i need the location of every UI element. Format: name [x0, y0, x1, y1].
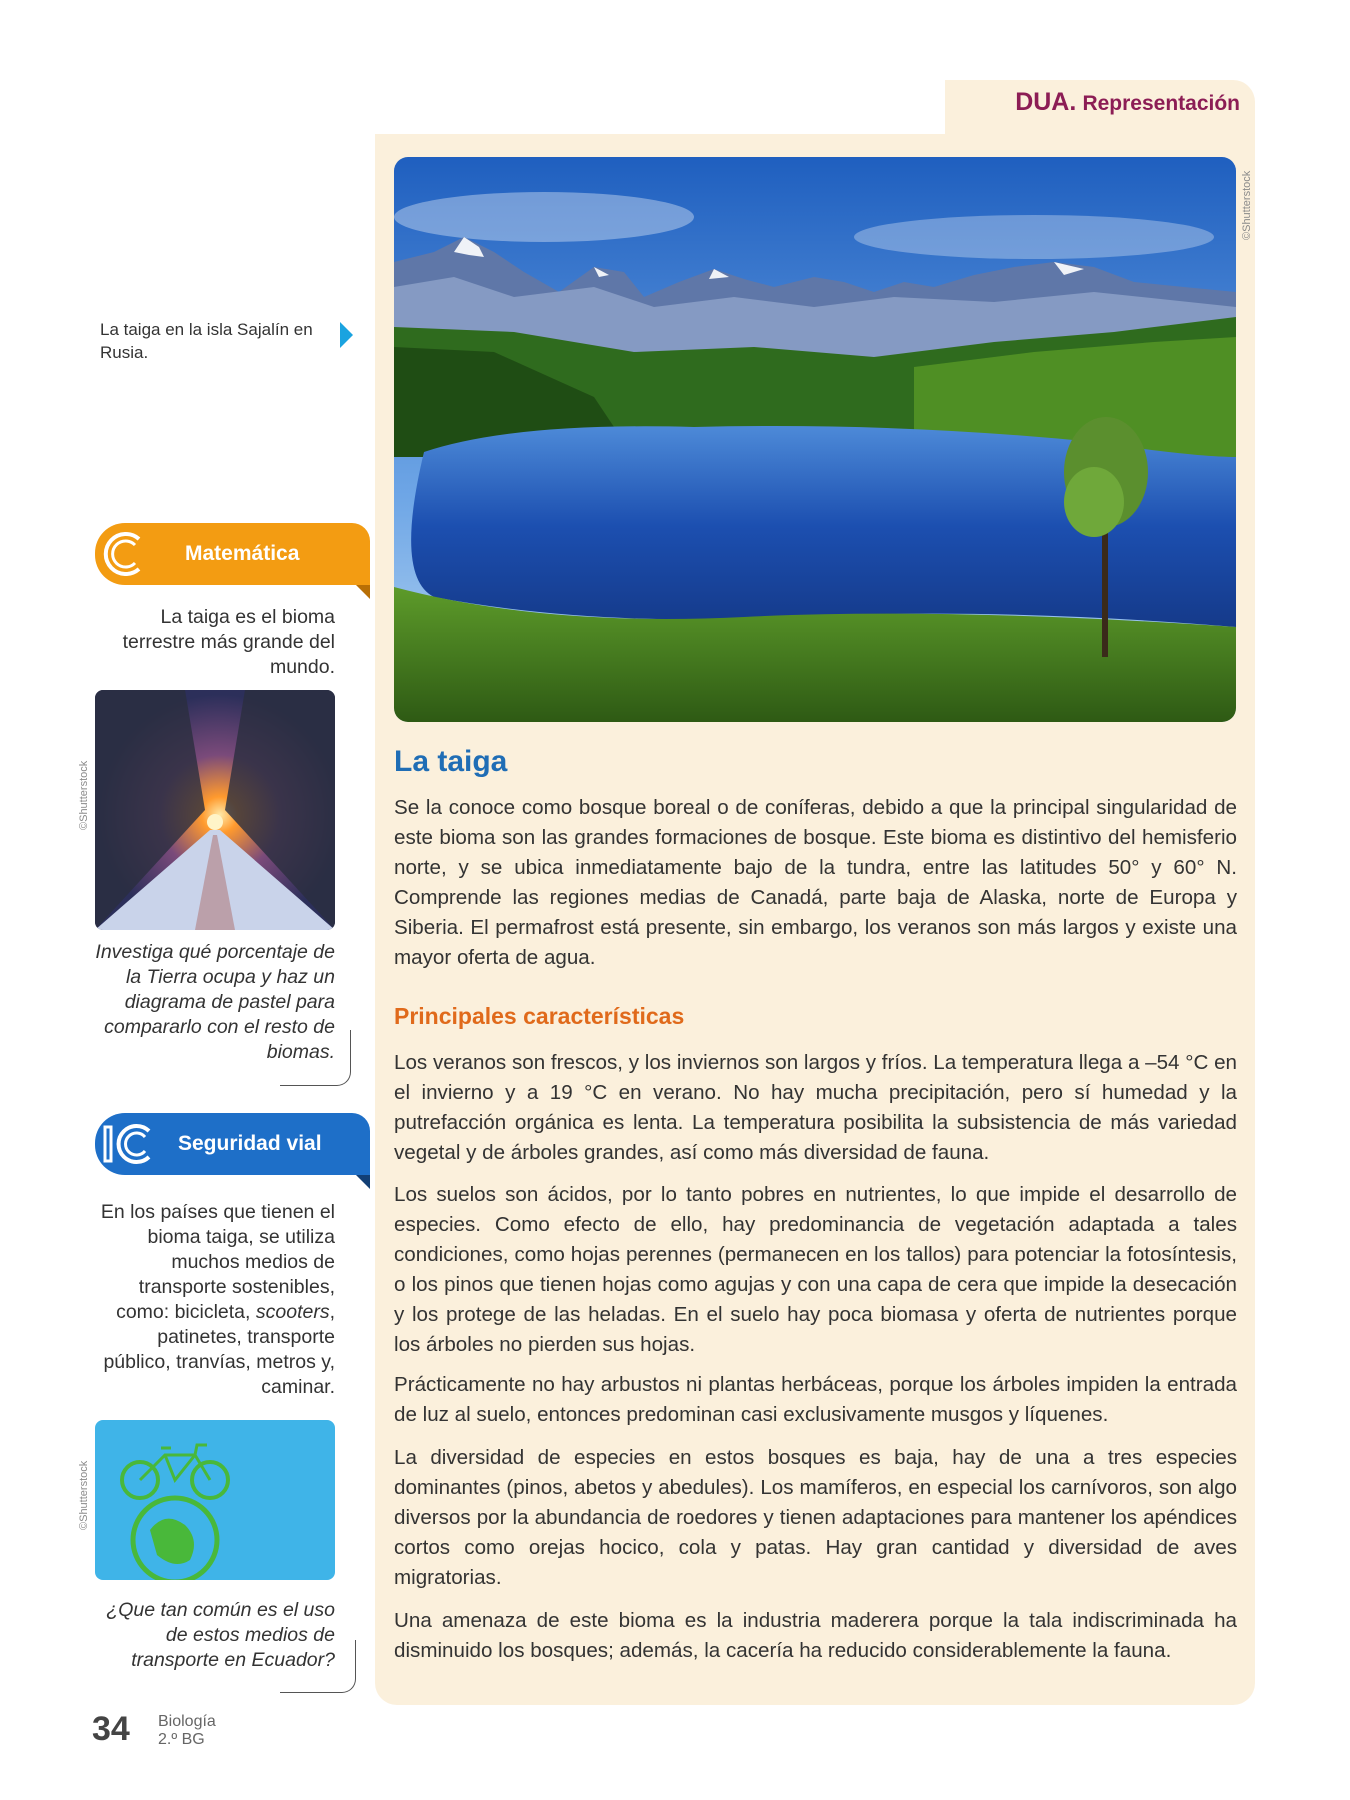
section-subtitle: Principales características [394, 1003, 685, 1029]
photo-credit: ©Shutterstock [78, 1460, 90, 1530]
footer-subject: Biología [158, 1713, 216, 1730]
footer-grade: 2.º BG [158, 1731, 205, 1748]
body-paragraph: Los suelos son ácidos, por lo tanto pobres en nutrientes, lo que impide el desarrollo de especies. Como efecto de ello, hay predominancia de vegetación adaptada a tales condiciones, como hojas perennes (permanecen en los tallos) para potenciar la fotosíntesis, o los pinos que tienen hojas como agujas y con una capa de cera que impide la desecación y los protege de las heladas. En el suelo hay poca biomasa y oferta de nutrientes porque los árboles no pierden sus hojas. [394, 1183, 1237, 1356]
math-c-icon [101, 529, 151, 579]
road-safety-tag [95, 1113, 370, 1175]
taiga-lake-photo [394, 157, 1236, 722]
body-paragraph: La diversidad de especies en estos bosques es baja, hay de una a tres especies dominantes (pinos, abetos y abedules). Los mamíferos, en especial los carnívoros, son algo diversos por la abundancia de roedores y tienen adaptaciones para mantener los apéndices cortos como orejas hocico, cola y patas. Hay gran cantidad y diversidad de aves migratorias. [394, 1446, 1237, 1589]
math-tag [95, 523, 370, 585]
math-question: Investiga qué porcentaje de la Tierra ocupa y haz un diagrama de pastel para compararlo con el resto de biomas. [95, 941, 335, 1063]
body-paragraph: Prácticamente no hay arbustos ni plantas herbáceas, porque los árboles impiden la entrada de luz al suelo, entonces predominan casi exclusivamente musgos y líquenes. [394, 1373, 1237, 1426]
photo-credit: ©Shutterstock [78, 760, 90, 830]
road-text-italic: scooters [255, 1301, 330, 1323]
road-text-part: En los países que tienen el bioma taiga, se utiliza muchos medios de transporte sostenibles, como: bicicleta, [100, 1201, 335, 1323]
road-safety-question: ¿Que tan común es el uso de estos medios de transporte en Ecuador? [106, 1599, 335, 1671]
math-tag-fold [356, 585, 370, 599]
photo-credit: ©Shutterstock [1241, 170, 1253, 240]
photo-caption: La taiga en la isla Sajalín en Rusia. [100, 320, 313, 362]
panel-notch [375, 78, 945, 134]
intro-paragraph: Se la conoce como bosque boreal o de coníferas, debido a que la principal singularidad de este bioma son las grandes formaciones de bosque. Este bioma es distintivo del hemisferio norte, y se ubica inmediatamente bajo de la tundra, entre las latitudes 50° y 60° N. Comprende las regiones medias de Canadá, parte baja de Alaska, norte de Europa y Siberia. El permafrost está presente, sin embargo, los veranos son más largos y existe una mayor oferta de agua. [394, 796, 1237, 969]
road-safety-ic-icon [101, 1119, 161, 1169]
dua-label: DUA. [1015, 88, 1077, 116]
road-safety-text [90, 1200, 335, 1400]
bicycle-globe-photo [95, 1420, 335, 1580]
road-safety-tag-label: Seguridad vial [178, 1132, 322, 1155]
page-title: La taiga [394, 745, 508, 778]
caption-arrow-icon [340, 322, 353, 348]
divider-line [280, 1640, 356, 1693]
footer-book [158, 1713, 216, 1749]
page-number: 34 [92, 1710, 130, 1748]
divider-line [280, 1030, 351, 1086]
dua-heading [990, 88, 1240, 128]
road-tag-fold [356, 1175, 370, 1189]
math-tag-label: Matemática [185, 542, 300, 565]
road-text-part: , patinetes, transporte público, tranvías, metros y, caminar. [103, 1301, 335, 1398]
body-paragraph: Los veranos son frescos, y los inviernos son largos y fríos. La temperatura llega a –54 °C en el invierno y a 19 °C en verano. No hay mucha precipitación, pero sí humedad y la putrefacción orgánica es lenta. La temperatura posibilita la subsistencia de más variedad vegetal y de árboles grandes, así como más diversidad de fauna. [394, 1051, 1237, 1164]
math-text: La taiga es el bioma terrestre más grande del mundo. [122, 606, 335, 678]
snowy-forest-sunset-photo [95, 690, 335, 930]
dua-sub-label: Representación [1082, 92, 1240, 115]
body-paragraph: Una amenaza de este bioma es la industria maderera porque la tala indiscriminada ha disminuido los bosques; además, la cacería ha reducido considerablemente la fauna. [394, 1609, 1237, 1662]
